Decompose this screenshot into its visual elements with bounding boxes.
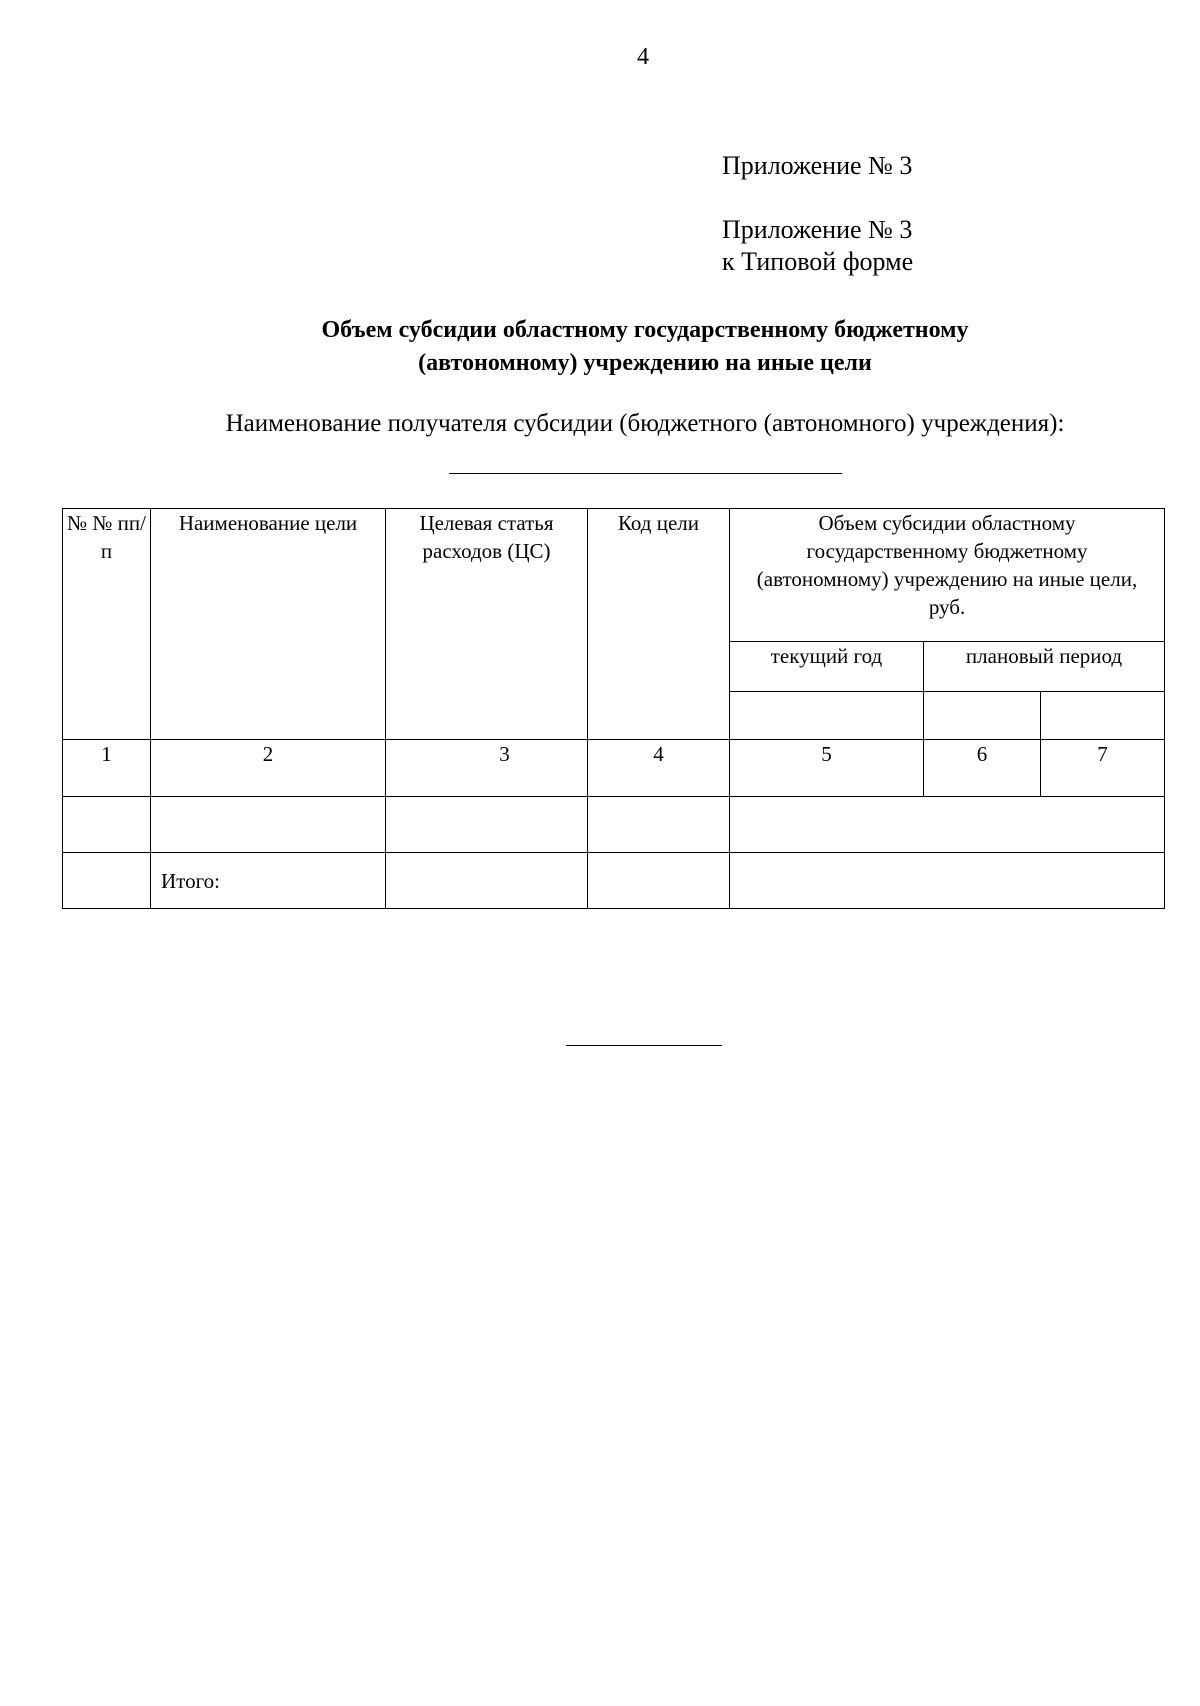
recipient-label: Наименование получателя субсидии (бюджетного (автономного) учреждения): — [225, 410, 1065, 437]
header-empty-cell — [924, 692, 1041, 740]
column-number: 2 — [151, 740, 386, 797]
appendix-label: Приложение № 3 — [722, 151, 913, 180]
column-number: 7 — [1041, 740, 1165, 797]
document-title — [160, 314, 1130, 380]
total-row — [63, 853, 1165, 909]
column-number: 1 — [63, 740, 151, 797]
header-goal-code: Код цели — [588, 509, 730, 740]
end-divider — [566, 1045, 722, 1046]
table-cell — [730, 797, 1165, 853]
table-cell — [588, 797, 730, 853]
title-line-2: (автономному) учреждению на иные цели — [418, 350, 872, 376]
header-goal-name: Наименование цели — [151, 509, 386, 740]
column-number-row — [63, 740, 1165, 797]
header-subsidy-volume: Объем субсидии областному государственному бюджетному (автономному) учреждению на иные цели, руб. — [730, 509, 1165, 642]
table-cell — [386, 797, 588, 853]
table-row — [63, 797, 1165, 853]
header-target-article: Целевая статья расходов (ЦС) — [386, 509, 588, 740]
column-number: 3 — [386, 740, 588, 797]
recipient-name-line — [449, 473, 842, 474]
table-cell — [588, 853, 730, 909]
table-cell — [63, 797, 151, 853]
column-number: 6 — [924, 740, 1041, 797]
column-number: 5 — [730, 740, 924, 797]
header-empty-cell — [1041, 692, 1165, 740]
table-cell — [386, 853, 588, 909]
header-current-year: текущий год — [730, 642, 924, 692]
table-cell — [63, 853, 151, 909]
page-number: 4 — [637, 44, 649, 70]
table-header-row — [63, 509, 1165, 642]
appendix-label-repeat: Приложение № 3 — [722, 215, 913, 244]
title-line-1: Объем субсидии областному государственному бюджетному — [321, 317, 969, 343]
subsidy-table — [62, 508, 1165, 909]
table-cell — [151, 797, 386, 853]
header-num: № № пп/п — [63, 509, 151, 740]
appendix-form-reference: к Типовой форме — [722, 247, 914, 276]
total-label: Итого: — [151, 853, 386, 909]
table-cell — [730, 853, 1165, 909]
header-planned-period: плановый период — [924, 642, 1165, 692]
header-empty-cell — [730, 692, 924, 740]
column-number: 4 — [588, 740, 730, 797]
